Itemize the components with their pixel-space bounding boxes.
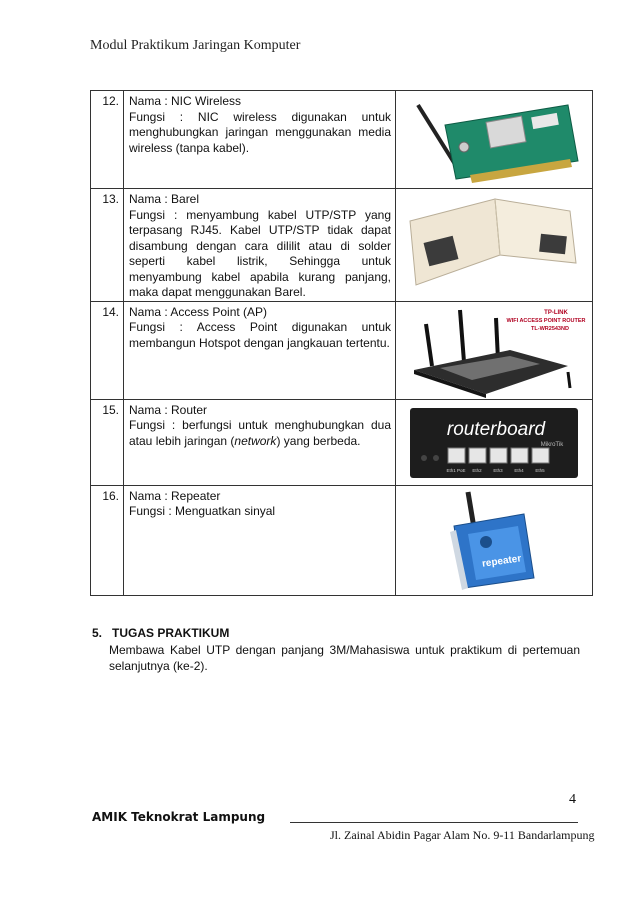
routerboard-brand: routerboard [446, 418, 546, 440]
svg-text:Eth5: Eth5 [535, 467, 545, 473]
row-description [124, 399, 396, 485]
row-number: 14. [91, 301, 124, 399]
row-number: 15. [91, 399, 124, 485]
barrel-connector-icon [396, 189, 593, 302]
repeater-label: repeater [481, 552, 522, 570]
table-row [91, 189, 593, 302]
table-row [91, 301, 593, 399]
row-description [124, 485, 396, 595]
repeater-icon [396, 485, 593, 595]
device-name: Nama : Barel [129, 192, 200, 206]
footer-address: Jl. Zainal Abidin Pagar Alam No. 9-11 Bandarlampung [330, 828, 595, 842]
footer-divider [290, 822, 578, 823]
device-table [90, 90, 593, 596]
device-function: Fungsi : NIC wireless digunakan untuk menghubungkan jaringan menggunakan media wireless (tanpa kabel). [129, 109, 391, 155]
device-name: Nama : Router [129, 402, 208, 417]
routerboard-icon [396, 399, 593, 485]
device-name: Nama : Access Point (AP) [129, 304, 268, 319]
router-caption-brand: TP-LINK [544, 309, 568, 316]
device-function: Fungsi : Access Point digunakan untuk membangun Hotspot dengan jangkauan tertentu. [129, 320, 391, 350]
access-point-router-icon [396, 301, 593, 399]
row-number: 12. [91, 91, 124, 189]
page-number: 4 [569, 792, 576, 807]
row-description [124, 91, 396, 189]
device-function: Fungsi : Menguatkan sinyal [129, 504, 276, 518]
row-number: 16. [91, 485, 124, 595]
svg-text:Eth4: Eth4 [514, 467, 524, 473]
row-description [124, 301, 396, 399]
svg-text:Eth2: Eth2 [472, 467, 482, 473]
routerboard-sub: MikroTik [540, 441, 564, 448]
device-function: Fungsi : berfungsi untuk menghubungkan dua atau lebih jaringan (network) yang berbeda. [129, 418, 391, 448]
task-section [92, 625, 580, 674]
footer-institution: AMIK Teknokrat Lampung [92, 810, 266, 824]
device-function: Fungsi : menyambung kabel UTP/STP yang terpasang RJ45. Kabel UTP/STP tidak dapat disambung dengan cara dililit atau di solder seperti kabel listrik, Sehingga untuk menyambung kabel apabila kurang panjang, maka dapat menggunakan Barel. [129, 207, 391, 299]
table-row [91, 485, 593, 595]
table-row [91, 91, 593, 189]
section-title: 5. TUGAS PRAKTIKUM [92, 626, 230, 640]
row-description [124, 189, 396, 302]
row-number: 13. [91, 189, 124, 302]
device-name: Nama : NIC Wireless [129, 94, 242, 108]
nic-wireless-card-icon [396, 91, 593, 189]
router-caption-type: WIFI ACCESS POINT ROUTER [506, 317, 586, 324]
section-body: Membawa Kabel UTP dengan panjang 3M/Mahasiswa untuk praktikum di pertemuan selanjutnya (ke-2). [109, 643, 580, 673]
device-name: Nama : Repeater [129, 488, 221, 503]
svg-text:Eth3: Eth3 [493, 467, 503, 473]
table-row [91, 399, 593, 485]
svg-text:Eth1 PoE: Eth1 PoE [446, 467, 466, 473]
page-header-title: Modul Praktikum Jaringan Komputer [90, 38, 301, 53]
router-caption-model: TL-WR2543ND [531, 325, 569, 332]
